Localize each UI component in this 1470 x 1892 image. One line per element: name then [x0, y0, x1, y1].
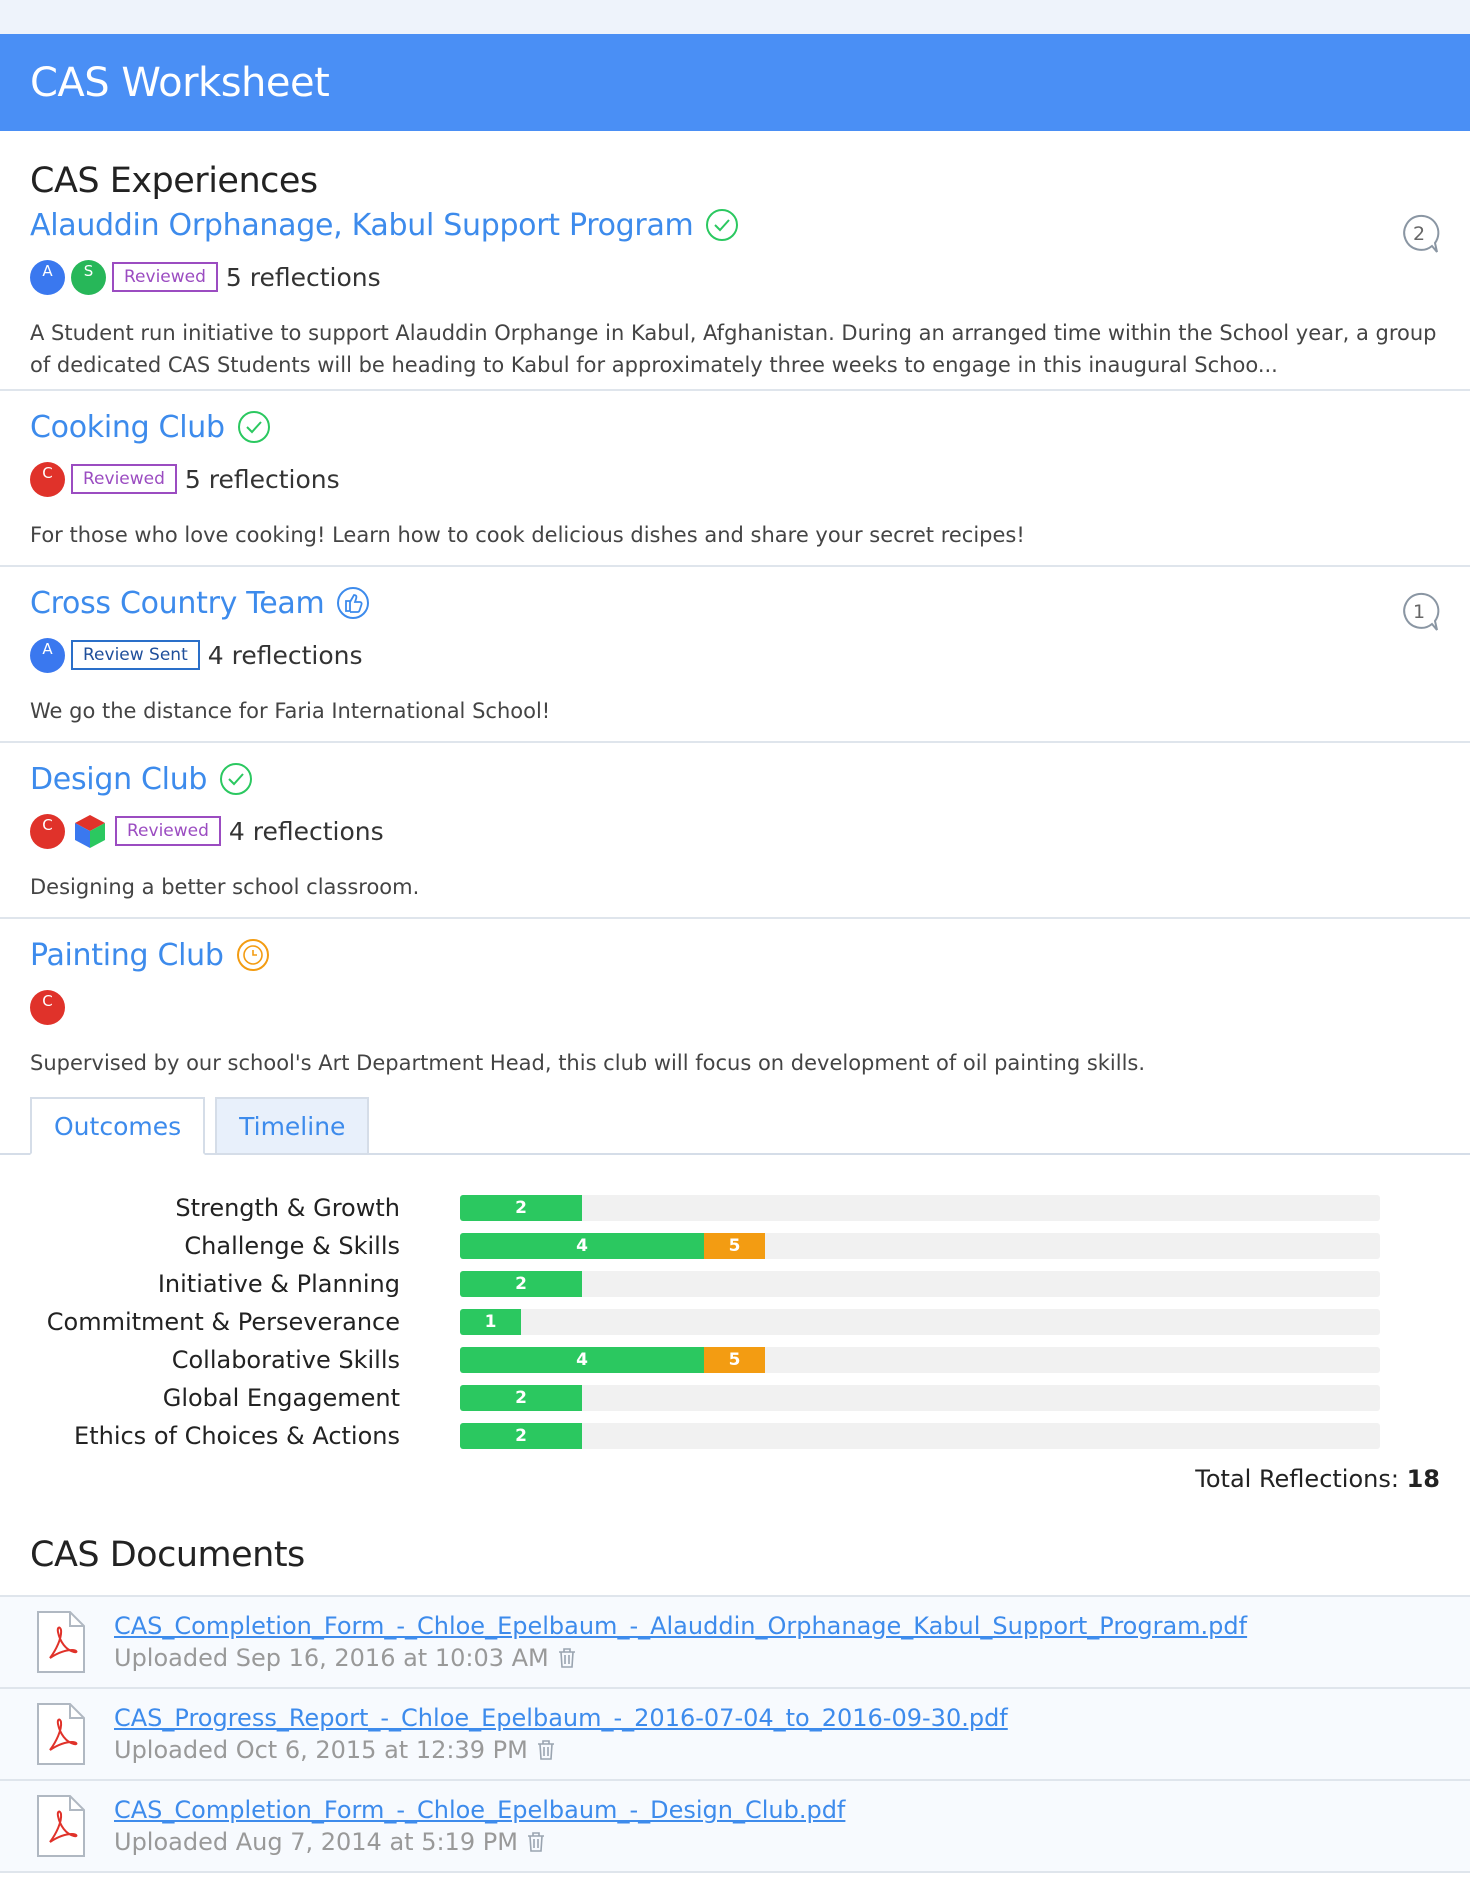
experience-description: Designing a better school classroom.	[30, 875, 420, 899]
experience-title-link[interactable]: Painting Club	[30, 937, 224, 973]
check-circle-icon	[705, 208, 739, 242]
outcomes-chart	[0, 1155, 1470, 1455]
tab-bar	[0, 1095, 1470, 1155]
avatar: C	[30, 814, 65, 849]
experience-item	[0, 199, 1470, 391]
check-circle-icon	[237, 410, 271, 444]
outcome-row	[0, 1227, 1470, 1265]
status-badge: Review Sent	[71, 640, 200, 670]
outcome-bar-orange: 5	[704, 1233, 765, 1259]
trash-icon[interactable]	[557, 1647, 577, 1669]
pdf-file-icon	[34, 1794, 88, 1858]
outcome-bar-green: 4	[460, 1233, 704, 1259]
outcome-bar-green: 2	[460, 1195, 582, 1221]
outcome-label: Initiative & Planning	[157, 1270, 400, 1298]
outcome-bar-green: 4	[460, 1347, 704, 1373]
outcome-bar-track	[460, 1347, 1380, 1373]
trash-icon[interactable]	[536, 1739, 556, 1761]
outcome-row	[0, 1341, 1470, 1379]
outcome-row	[0, 1265, 1470, 1303]
document-link[interactable]: CAS_Progress_Report_-_Chloe_Epelbaum_-_2016-07-04_to_2016-09-30.pdf	[114, 1704, 1008, 1732]
comment-bubble-icon[interactable]	[1398, 591, 1440, 633]
document-row	[0, 1689, 1470, 1781]
outcome-bar-track	[460, 1233, 1380, 1259]
reflections-count: 4 reflections	[228, 816, 384, 846]
clock-icon	[236, 938, 270, 972]
avatar: A	[30, 638, 65, 673]
outcome-bar-green: 2	[460, 1271, 582, 1297]
experience-item	[0, 567, 1470, 743]
outcome-row	[0, 1303, 1470, 1341]
outcome-label: Strength & Growth	[175, 1194, 400, 1222]
comment-count: 2	[1412, 223, 1426, 245]
outcome-bar-track	[460, 1271, 1380, 1297]
pdf-file-icon	[34, 1610, 88, 1674]
check-circle-icon	[219, 762, 253, 796]
outcome-label: Collaborative Skills	[171, 1346, 400, 1374]
outcome-bar-track	[460, 1309, 1380, 1335]
comment-count: 1	[1412, 601, 1426, 623]
trash-icon[interactable]	[526, 1831, 546, 1853]
outcome-label: Ethics of Choices & Actions	[74, 1422, 400, 1450]
outcome-bar-green: 1	[460, 1309, 521, 1335]
pdf-file-icon	[34, 1702, 88, 1766]
total-reflections	[0, 1465, 1470, 1493]
documents-heading: CAS Documents	[30, 1535, 305, 1575]
outcome-row	[0, 1417, 1470, 1455]
page-header	[0, 34, 1470, 131]
outcome-label: Challenge & Skills	[184, 1232, 400, 1260]
experience-title-link[interactable]: Design Club	[30, 761, 208, 797]
page-title: CAS Worksheet	[30, 59, 330, 106]
avatar: A	[30, 260, 65, 295]
outcome-label: Commitment & Perseverance	[46, 1308, 400, 1336]
status-badge: Reviewed	[115, 816, 221, 846]
document-link[interactable]: CAS_Completion_Form_-_Chloe_Epelbaum_-_Alauddin_Orphanage_Kabul_Support_Program.pdf	[114, 1612, 1248, 1640]
experience-description: A Student run initiative to support Alauddin Orphange in Kabul, Afghanistan. During an arranged time within the School year, a group of dedicated CAS Students will be heading to Kabul for approximately three weeks to engage in this inaugural Schoo...	[30, 321, 1437, 377]
top-strip	[0, 0, 1470, 34]
experience-description: Supervised by our school's Art Department Head, this club will focus on development of oil painting skills.	[30, 1051, 1146, 1075]
thumbs-up-icon	[336, 586, 370, 620]
avatar: S	[71, 260, 106, 295]
experience-title-link[interactable]: Cooking Club	[30, 409, 225, 445]
upload-date: Uploaded Aug 7, 2014 at 5:19 PM	[114, 1828, 518, 1856]
tab-outcomes[interactable]: Outcomes	[30, 1097, 205, 1155]
outcome-bar-track	[460, 1385, 1380, 1411]
experience-item	[0, 743, 1470, 919]
experience-description: We go the distance for Faria International School!	[30, 699, 551, 723]
outcome-bar-track	[460, 1423, 1380, 1449]
experience-item	[0, 919, 1470, 1095]
status-badge: Reviewed	[112, 262, 218, 292]
experience-title-link[interactable]: Alauddin Orphanage, Kabul Support Program	[30, 207, 694, 243]
comment-bubble-icon[interactable]	[1398, 213, 1440, 255]
outcome-bar-green: 2	[460, 1423, 582, 1449]
document-link[interactable]: CAS_Completion_Form_-_Chloe_Epelbaum_-_Design_Club.pdf	[114, 1796, 846, 1824]
document-row	[0, 1597, 1470, 1689]
outcome-bar-orange: 5	[704, 1347, 765, 1373]
documents-list	[0, 1595, 1470, 1873]
document-row	[0, 1781, 1470, 1873]
upload-date: Uploaded Oct 6, 2015 at 12:39 PM	[114, 1736, 528, 1764]
reflections-count: 5 reflections	[184, 464, 340, 494]
experience-title-link[interactable]: Cross Country Team	[30, 585, 325, 621]
experiences-heading: CAS Experiences	[30, 161, 318, 201]
outcome-bar-track	[460, 1195, 1380, 1221]
avatar: C	[30, 990, 65, 1025]
total-value: 18	[1406, 1465, 1440, 1493]
status-badge: Reviewed	[71, 464, 177, 494]
upload-date: Uploaded Sep 16, 2016 at 10:03 AM	[114, 1644, 549, 1672]
total-label: Total Reflections:	[1195, 1465, 1399, 1493]
reflections-count: 5 reflections	[225, 262, 381, 292]
avatar: C	[30, 462, 65, 497]
outcome-bar-green: 2	[460, 1385, 582, 1411]
experience-item	[0, 391, 1470, 567]
experience-description: For those who love cooking! Learn how to cook delicious dishes and share your secret recipes!	[30, 523, 1025, 547]
cube-logo-icon	[71, 812, 109, 850]
outcome-row	[0, 1379, 1470, 1417]
tab-timeline[interactable]: Timeline	[215, 1097, 369, 1153]
reflections-count: 4 reflections	[207, 640, 363, 670]
outcome-row	[0, 1189, 1470, 1227]
outcome-label: Global Engagement	[162, 1384, 400, 1412]
